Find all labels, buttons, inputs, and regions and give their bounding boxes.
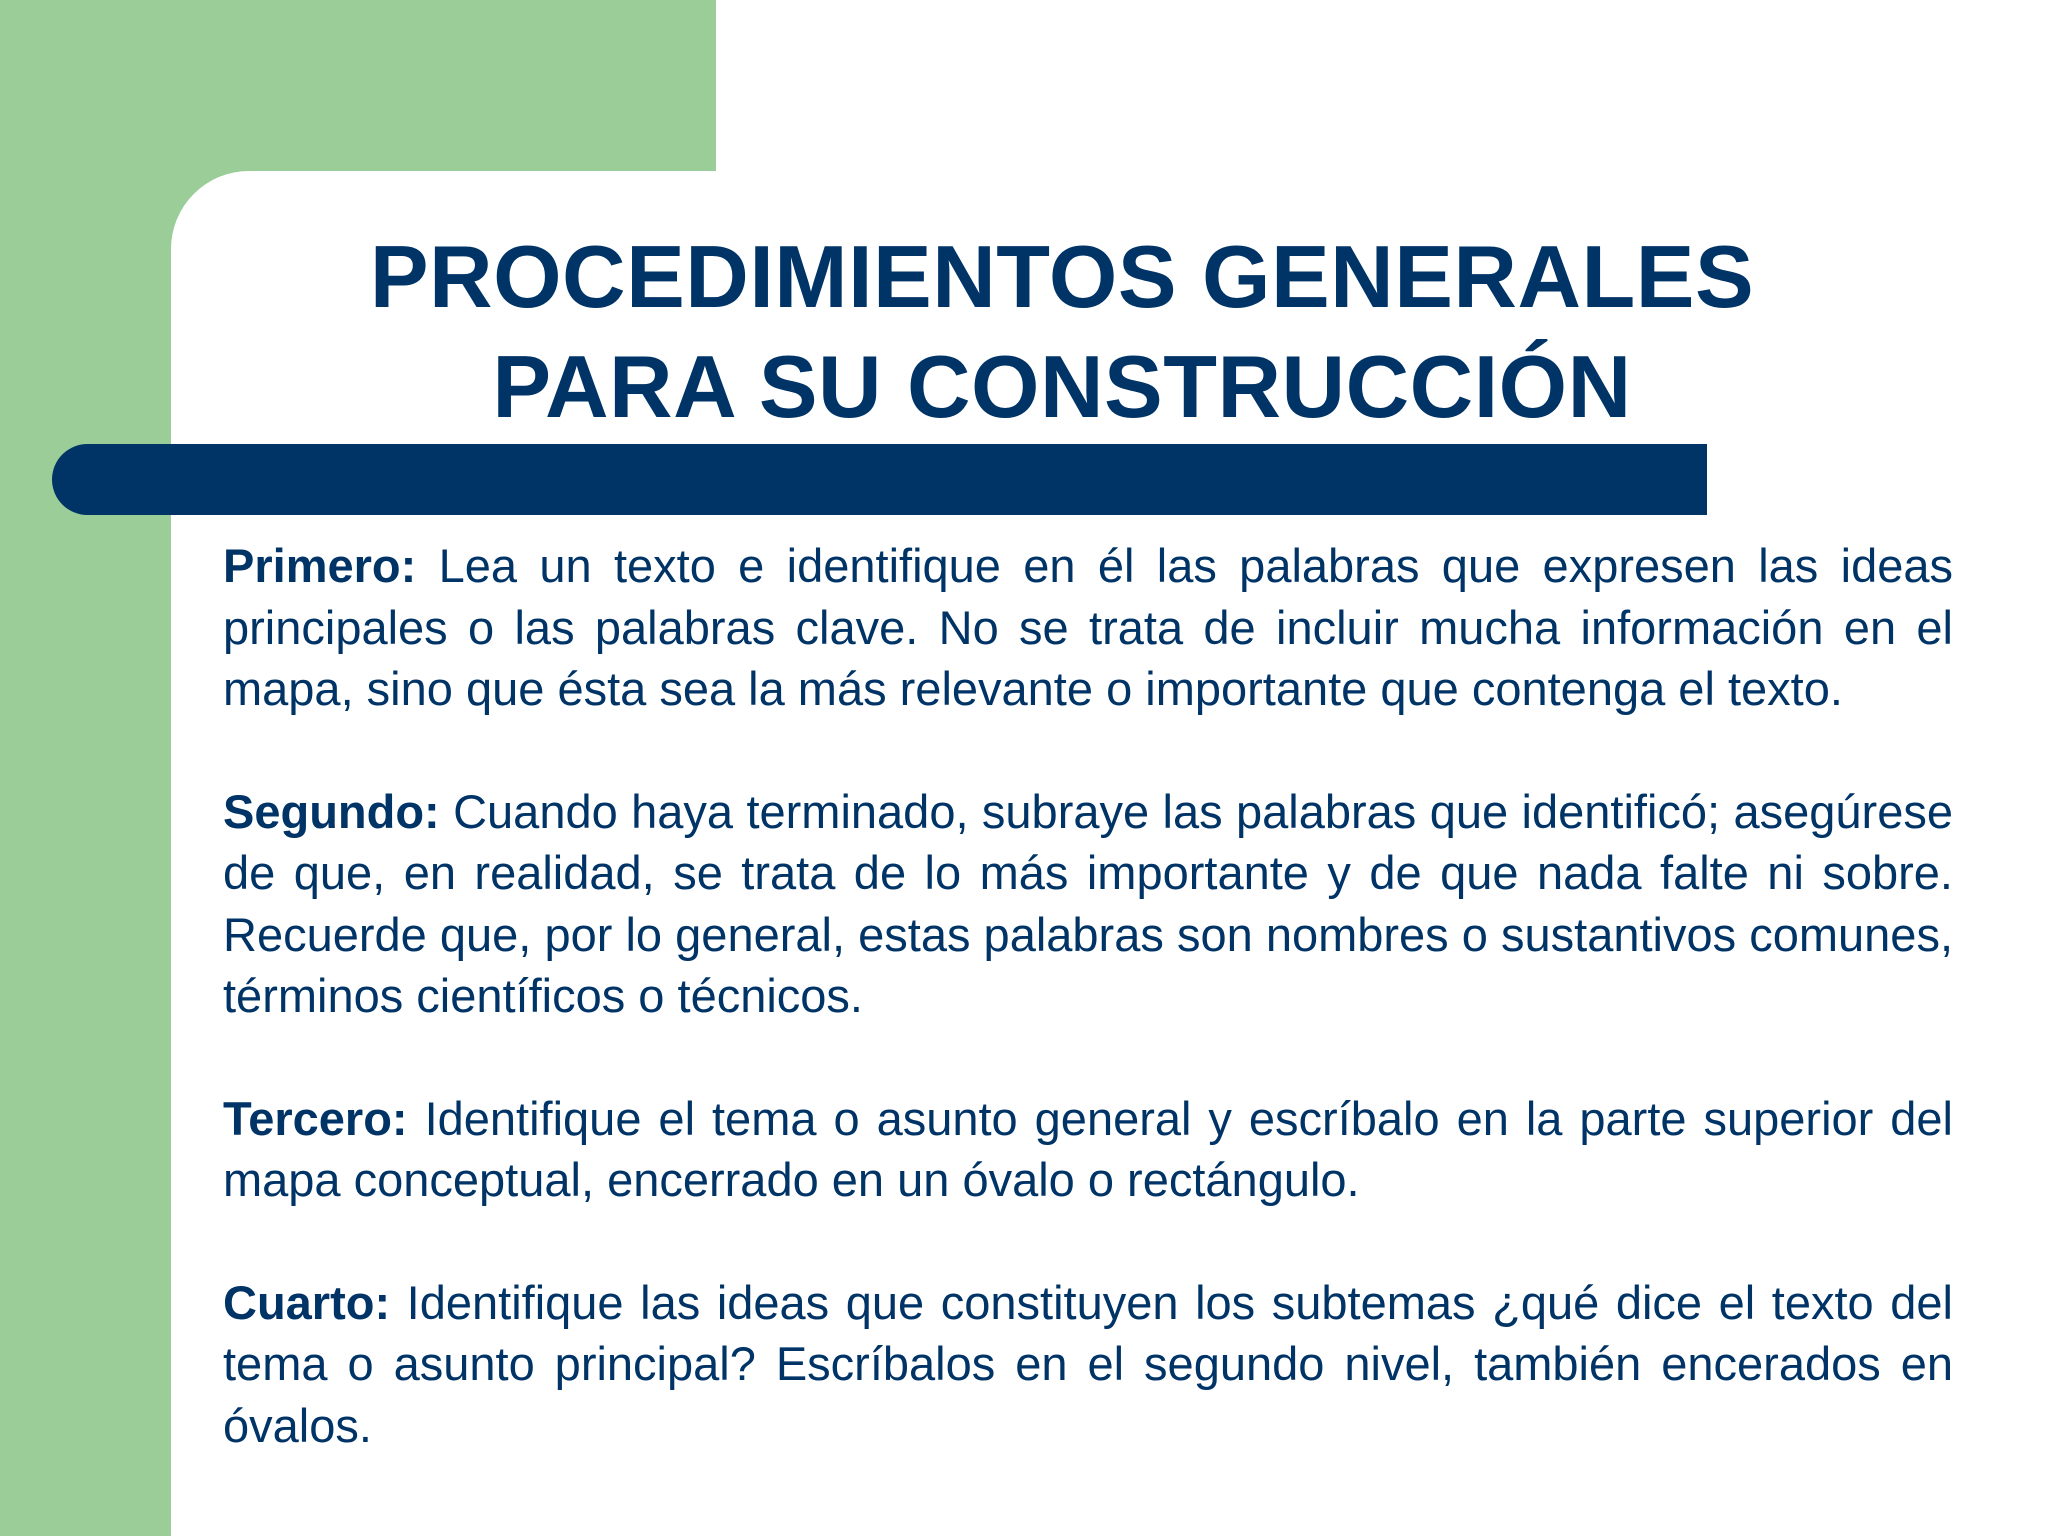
step-text: Lea un texto e identifique en él las palabras que expresen las ideas principales o las palabras clave. No se trata de incluir mucha información en el mapa, sino que ésta sea la más relevante o importante que contenga el texto. bbox=[223, 539, 1953, 715]
slide-title bbox=[171, 222, 1953, 442]
step-tercero bbox=[223, 1088, 1953, 1211]
step-label: Segundo: bbox=[223, 784, 440, 838]
step-label: Cuarto: bbox=[223, 1275, 391, 1329]
step-text: Identifique las ideas que constituyen los subtemas ¿qué dice el texto del tema o asunto principal? Escríbalos en el segundo nivel, también encerados en óvalos. bbox=[223, 1275, 1953, 1452]
step-text: Identifique el tema o asunto general y escríbalo en la parte superior del mapa conceptual, encerrado en un óvalo o rectángulo. bbox=[223, 1091, 1953, 1206]
step-primero bbox=[223, 535, 1953, 720]
steps-list bbox=[223, 535, 1953, 1517]
step-cuarto bbox=[223, 1272, 1953, 1457]
title-divider-bar bbox=[52, 444, 1707, 515]
step-label: Primero: bbox=[223, 539, 417, 592]
slide-title-line-1: PROCEDIMIENTOS GENERALES bbox=[369, 227, 1755, 326]
step-segundo bbox=[223, 781, 1953, 1027]
step-label: Tercero: bbox=[223, 1091, 408, 1145]
step-text: Cuando haya terminado, subraye las palabras que identificó; asegúrese de que, en realidad, se trata de lo más importante y de que nada falte ni sobre. Recuerde que, por lo general, estas palabras son nombres o sustantivos comunes, términos científicos o técnicos. bbox=[223, 784, 1953, 1022]
slide-title-line-2: PARA SU CONSTRUCCIÓN bbox=[492, 337, 1632, 436]
